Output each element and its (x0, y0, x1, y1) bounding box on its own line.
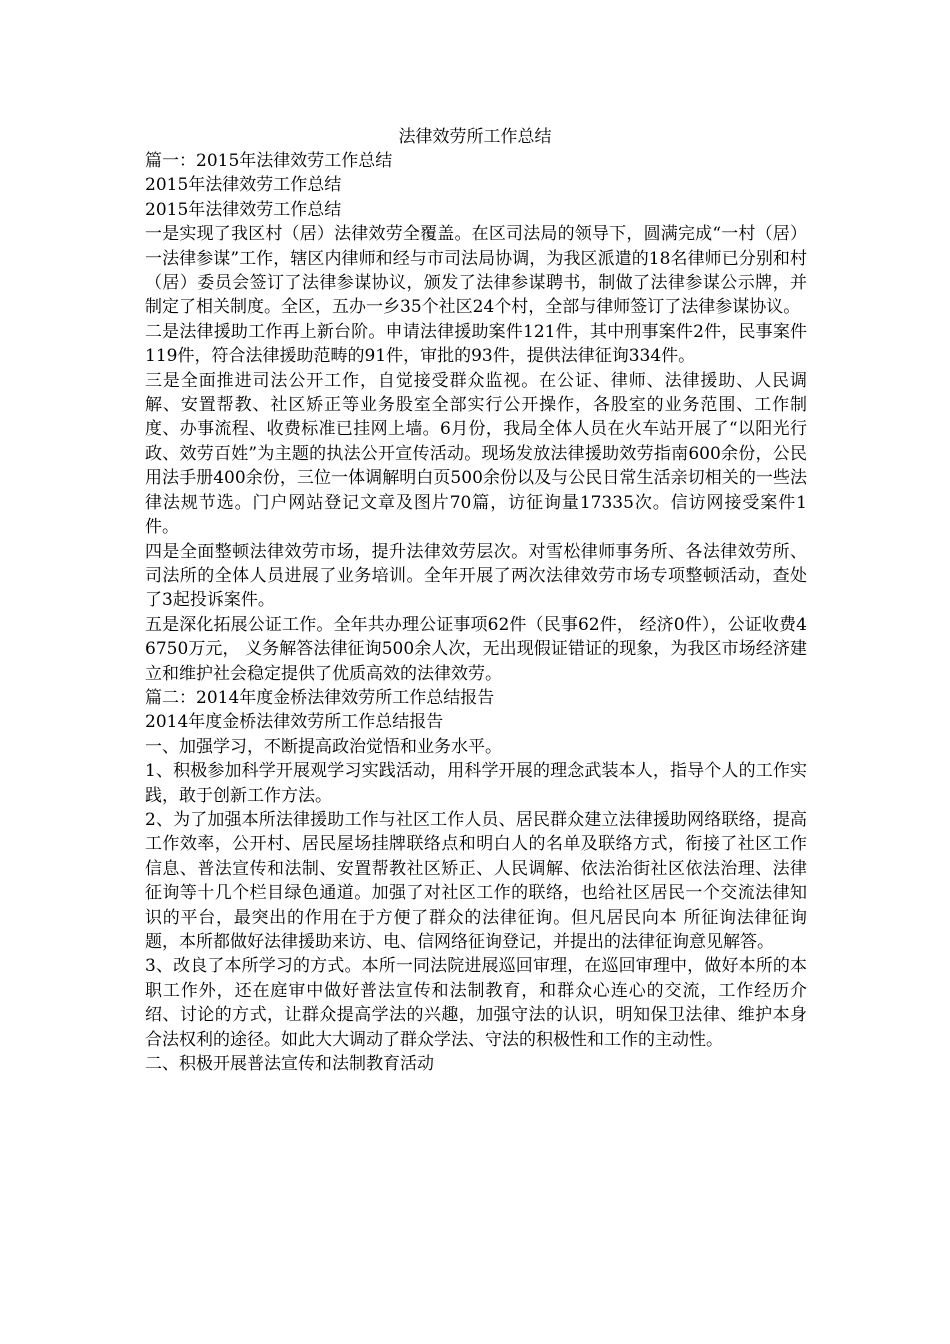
section-heading: 一、加强学习，不断提高政治觉悟和业务水平。 (145, 736, 502, 757)
paragraph: 1、积极参加科学开展观学习实践活动，用科学开展的理念武装本人，指导个人的工作实践，敢于创新工作方法。 (145, 761, 807, 806)
paragraph-subtitle: 2015年法律效劳工作总结 (145, 199, 342, 220)
paragraph: 三是全面推进司法公开工作，自觉接受群众监视。在公证、律师、法律援助、人民调解、安置帮教、社区矫正等业务股室全部实行公开操作，各股室的业务范围、工作制度、办事流程、收费标准已挂网上墙。6月份，我局全体人员在火车站开展了“以阳光行政、效劳百姓”为主题的执法公开宣传活动。现场发放法律援助效劳指南600余份，公民用法手册400余份，三位一体调解明白页500余份以及与公民日常生活亲切相关的一些法律法规节选。门户网站登记文章及图片70篇，访征询量17335次。信访网接受案件1件。 (145, 370, 807, 538)
paragraph-heading-part-two: 篇二：2014年度金桥法律效劳所工作总结报告 (145, 687, 495, 708)
document-body (145, 149, 807, 1076)
section-heading: 二、积极开展普法宣传和法制教育活动 (145, 1054, 434, 1075)
paragraph-subtitle: 2015年法律效劳工作总结 (145, 175, 342, 196)
paragraph: 一是实现了我区村（居）法律效劳全覆盖。在区司法局的领导下，圆满完成“一村（居）一法律参谋”工作，辖区内律师和经与市司法局协调，为我区派遣的18名律师已分别和村（居）委员会签订了法律参谋协议，颁发了法律参谋聘书，制做了法律参谋公示牌，并制定了相关制度。全区，五办一乡35个社区24个村，全部与律师签订了法律参谋协议。 (145, 224, 807, 318)
paragraph: 3、改良了本所学习的方式。本所一同法院进展巡回审理，在巡回审理中，做好本所的本职工作外，还在庭审中做好普法宣传和法制教育，和群众心连心的交流，工作经历介绍、讨论的方式，让群众提高学法的兴趣，加强守法的认识，明知保卫法律、维护本身合法权利的途径。如此大大调动了群众学法、守法的积极性和工作的主动性。 (145, 956, 807, 1050)
paragraph-subtitle: 2014年度金桥法律效劳所工作总结报告 (145, 712, 444, 733)
paragraph: 四是全面整顿法律效劳市场，提升法律效劳层次。对雪松律师事务所、各法律效劳所、司法所的全体人员进展了业务培训。全年开展了两次法律效劳市场专项整顿活动，查处了3起投诉案件。 (145, 541, 807, 611)
paragraph-heading-part-one: 篇一：2015年法律效劳工作总结 (145, 151, 393, 171)
paragraph: 二是法律援助工作再上新台阶。申请法律援助案件121件，其中刑事案件2件，民事案件119件，符合法律援助范畴的91件，审批的93件，提供法律征询334件。 (145, 321, 807, 367)
document-title: 法律效劳所工作总结 (398, 127, 552, 147)
paragraph: 五是深化拓展公证工作。全年共办理公证事项62件（民事62件， 经济0件），公证收费46750万元， 义务解答法律征询500余人次，无出现假证错证的现象，为我区市场经济建立和维护社会稳定提供了优质高效的法律效劳。 (145, 614, 807, 684)
paragraph: 2、为了加强本所法律援助工作与社区工作人员、居民群众建立法律援助网络联络，提高工作效率，公开村、居民屋场挂牌联络点和明白人的名单及联络方式，衔接了社区工作信息、普法宣传和法制、安置帮教社区矫正、人民调解、依法治街社区依法治理、法律征询等十几个栏目绿色通道。加强了对社区工作的联络，也给社区居民一个交流法律知识的平台，最突出的作用在于方便了群众的法律征询。但凡居民向本 所征询法律征询题，本所都做好法律援助来访、电、信网络征询登记，并提出的法律征询意见解答。 (145, 809, 807, 952)
